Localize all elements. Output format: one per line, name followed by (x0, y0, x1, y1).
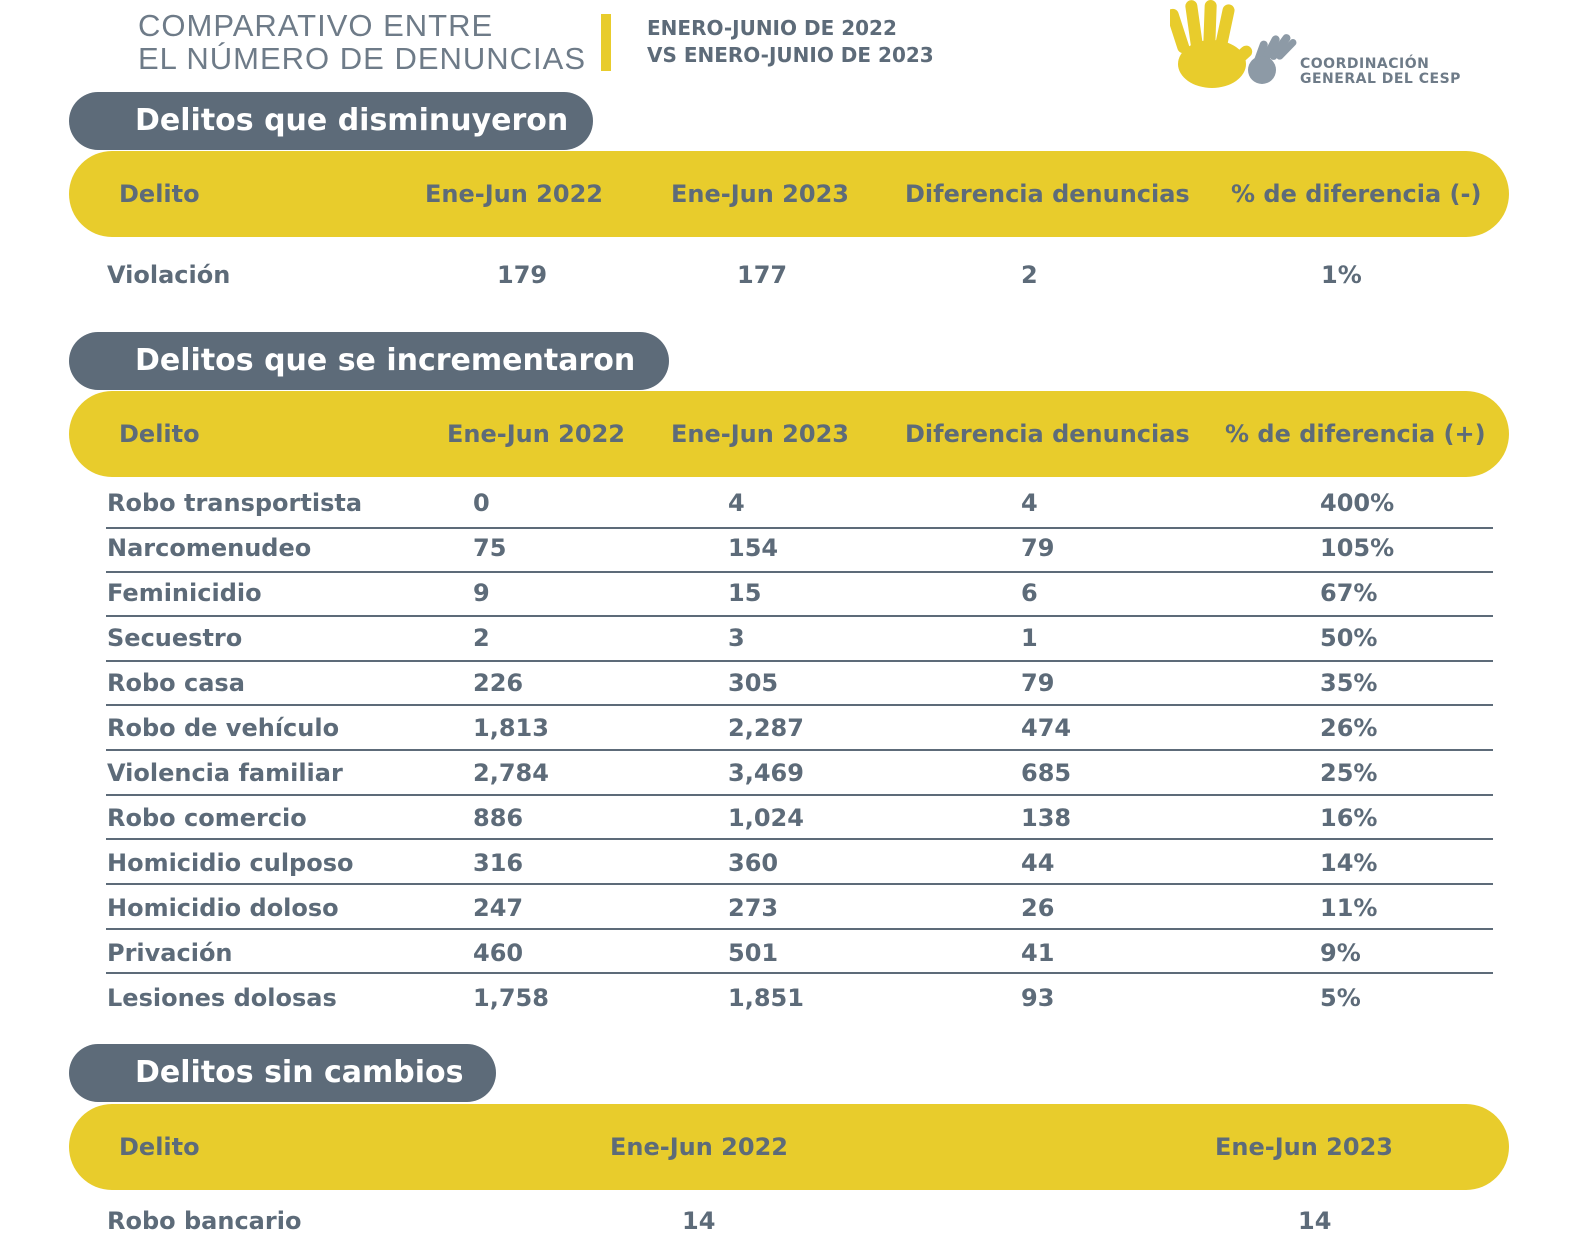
hands-logo-icon (1170, 0, 1300, 92)
value-2023: 3 (728, 624, 745, 652)
crime-name: Privación (107, 939, 233, 967)
value-difference: 138 (1021, 804, 1072, 832)
table-row (0, 706, 1596, 750)
header-percent-diff: % de diferencia (-) (1231, 180, 1482, 208)
decreased-table-header (69, 151, 1509, 237)
header-delito: Delito (119, 420, 200, 448)
value-2022: 316 (473, 849, 524, 877)
value-difference: 685 (1021, 759, 1072, 787)
header-delito: Delito (119, 1133, 200, 1161)
increased-table-header (69, 391, 1509, 477)
value-2022: 2,784 (473, 759, 549, 787)
crime-name: Robo bancario (107, 1207, 302, 1235)
header-difference: Diferencia denuncias (905, 180, 1190, 208)
value-difference: 1 (1021, 624, 1038, 652)
value-2023: 177 (737, 261, 788, 289)
value-percent: 1% (1321, 261, 1362, 289)
value-2022: 179 (497, 261, 548, 289)
value-2022: 0 (473, 489, 490, 517)
header-2022: Ene-Jun 2022 (425, 180, 603, 208)
row-divider (106, 928, 1493, 930)
value-percent: 50% (1320, 624, 1378, 652)
header-2023: Ene-Jun 2023 (1215, 1133, 1393, 1161)
value-2022: 247 (473, 894, 524, 922)
row-divider (106, 883, 1493, 885)
unchanged-table-header (69, 1104, 1509, 1190)
crime-name: Secuestro (107, 624, 243, 652)
value-difference: 93 (1021, 984, 1055, 1012)
value-2023: 15 (728, 579, 762, 607)
value-2022: 75 (473, 534, 507, 562)
value-2022: 1,813 (473, 714, 549, 742)
crime-name: Homicidio culposo (107, 849, 354, 877)
value-percent: 11% (1320, 894, 1378, 922)
value-2022: 460 (473, 939, 524, 967)
value-2023: 4 (728, 489, 745, 517)
row-divider (106, 972, 1493, 974)
table-row (0, 1199, 1596, 1243)
table-row (0, 841, 1596, 885)
value-percent: 14% (1320, 849, 1378, 877)
value-percent: 400% (1320, 489, 1395, 517)
crime-name: Violencia familiar (107, 759, 343, 787)
value-percent: 26% (1320, 714, 1378, 742)
value-difference: 2 (1021, 261, 1038, 289)
value-percent: 16% (1320, 804, 1378, 832)
value-2023: 1,024 (728, 804, 804, 832)
header-delito: Delito (119, 180, 200, 208)
header-2022: Ene-Jun 2022 (610, 1133, 788, 1161)
value-2023: 360 (728, 849, 779, 877)
table-row (0, 751, 1596, 795)
crime-name: Robo comercio (107, 804, 307, 832)
value-difference: 41 (1021, 939, 1055, 967)
crime-name: Robo transportista (107, 489, 363, 517)
table-row (0, 571, 1596, 615)
value-percent: 105% (1320, 534, 1395, 562)
crime-name: Robo de vehículo (107, 714, 340, 742)
value-2023: 305 (728, 669, 779, 697)
value-percent: 9% (1320, 939, 1361, 967)
logo-text-line2: GENERAL DEL CESP (1300, 71, 1461, 87)
table-row (0, 796, 1596, 840)
logo-text-line1: COORDINACIÓN (1300, 56, 1430, 72)
table-row (0, 481, 1596, 525)
crime-name: Robo casa (107, 669, 245, 697)
value-2023: 3,469 (728, 759, 804, 787)
value-percent: 5% (1320, 984, 1361, 1012)
table-row (0, 253, 1596, 297)
value-difference: 6 (1021, 579, 1038, 607)
header-2022: Ene-Jun 2022 (447, 420, 625, 448)
row-divider (106, 838, 1493, 840)
crime-name: Feminicidio (107, 579, 262, 607)
value-percent: 35% (1320, 669, 1378, 697)
value-difference: 79 (1021, 534, 1055, 562)
section-title-unchanged: Delitos sin cambios (69, 1044, 496, 1102)
title-divider (601, 14, 611, 71)
section-title-decreased: Delitos que disminuyeron (69, 92, 593, 150)
table-row (0, 661, 1596, 705)
table-row (0, 886, 1596, 930)
value-2022: 2 (473, 624, 490, 652)
value-2022: 9 (473, 579, 490, 607)
header-2023: Ene-Jun 2023 (671, 180, 849, 208)
header-percent-diff: % de diferencia (+) (1225, 420, 1486, 448)
period-line2: VS ENERO-JUNIO DE 2023 (647, 43, 934, 67)
table-row (0, 931, 1596, 975)
page-title-line2: EL NÚMERO DE DENUNCIAS (138, 41, 587, 76)
value-difference: 44 (1021, 849, 1055, 877)
table-row (0, 616, 1596, 660)
value-difference: 4 (1021, 489, 1038, 517)
value-2023: 273 (728, 894, 779, 922)
value-2022: 14 (682, 1207, 716, 1235)
value-2023: 2,287 (728, 714, 804, 742)
value-2023: 1,851 (728, 984, 804, 1012)
value-difference: 79 (1021, 669, 1055, 697)
value-2022: 226 (473, 669, 524, 697)
table-row (0, 526, 1596, 570)
crime-name: Lesiones dolosas (107, 984, 337, 1012)
page-title-line1: COMPARATIVO ENTRE (138, 8, 494, 43)
value-2022: 1,758 (473, 984, 549, 1012)
value-difference: 26 (1021, 894, 1055, 922)
value-percent: 67% (1320, 579, 1378, 607)
header-2023: Ene-Jun 2023 (671, 420, 849, 448)
table-row (0, 976, 1596, 1020)
value-2023: 501 (728, 939, 779, 967)
crime-name: Homicidio doloso (107, 894, 339, 922)
value-2022: 886 (473, 804, 524, 832)
section-title-increased: Delitos que se incrementaron (69, 332, 669, 390)
period-line1: ENERO-JUNIO DE 2022 (647, 16, 897, 40)
value-difference: 474 (1021, 714, 1072, 742)
value-2023: 14 (1298, 1207, 1332, 1235)
crime-name: Narcomenudeo (107, 534, 312, 562)
crime-name: Violación (107, 261, 231, 289)
value-percent: 25% (1320, 759, 1378, 787)
value-2023: 154 (728, 534, 779, 562)
header-difference: Diferencia denuncias (905, 420, 1190, 448)
